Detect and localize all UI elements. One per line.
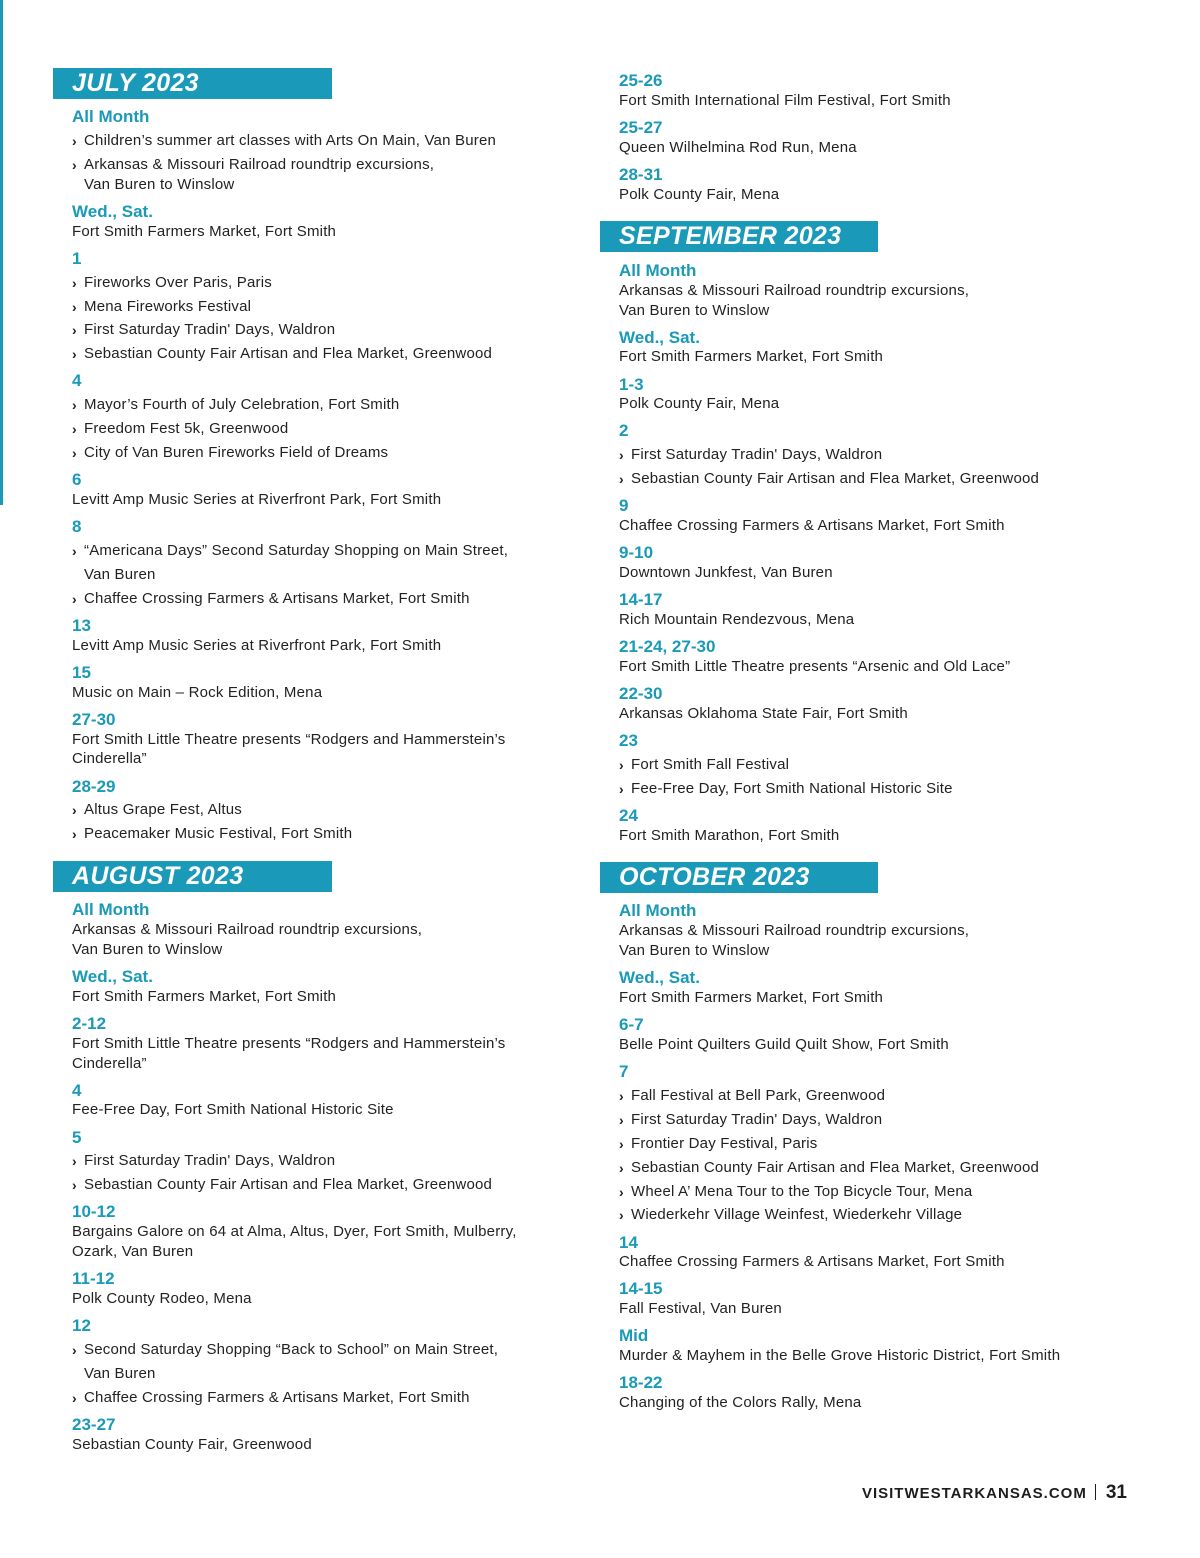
event-item: Rich Mountain Rendezvous, Mena — [619, 611, 855, 628]
event-item: › First Saturday Tradin' Days, Waldron — [619, 446, 883, 463]
event-date: 9 — [619, 496, 629, 515]
event-item: Chaffee Crossing Farmers & Artisans Market, Fort Smith — [619, 1253, 1005, 1270]
event-date: 14-15 — [619, 1279, 663, 1298]
event-item: Downtown Junkfest, Van Buren — [619, 564, 833, 581]
event-date: 18-22 — [619, 1373, 663, 1392]
chevron-right-icon: › — [619, 1112, 624, 1128]
event-item: › City of Van Buren Fireworks Field of Dreams — [72, 444, 389, 461]
event-date: 1-3 — [619, 375, 644, 394]
page-edge-accent — [0, 0, 3, 505]
event-item-continued: Van Buren — [84, 566, 156, 583]
chevron-right-icon: › — [72, 802, 77, 818]
event-date: 15 — [72, 663, 91, 682]
event-item: Queen Wilhelmina Rod Run, Mena — [619, 139, 857, 156]
event-item: › Fee-Free Day, Fort Smith National Historic Site — [619, 780, 953, 797]
event-item: › Arkansas & Missouri Railroad roundtrip excursions, — [72, 156, 435, 173]
page-footer — [862, 1483, 1127, 1504]
event-item-continued: Cinderella” — [72, 1055, 147, 1072]
event-item: Levitt Amp Music Series at Riverfront Park, Fort Smith — [72, 637, 442, 654]
event-item-continued: Van Buren to Winslow — [619, 302, 770, 319]
event-item: Fall Festival, Van Buren — [619, 1300, 782, 1317]
event-item: › Altus Grape Fest, Altus — [72, 801, 242, 818]
event-item: › First Saturday Tradin' Days, Waldron — [619, 1111, 883, 1128]
chevron-right-icon: › — [72, 275, 77, 291]
event-item-continued: Cinderella” — [72, 750, 147, 767]
chevron-right-icon: › — [72, 445, 77, 461]
event-date: 23-27 — [72, 1415, 116, 1434]
event-item: Fort Smith Little Theatre presents “Rodgers and Hammerstein’s — [72, 1035, 506, 1052]
chevron-right-icon: › — [72, 157, 77, 173]
event-date: 24 — [619, 806, 638, 825]
chevron-right-icon: › — [619, 781, 624, 797]
event-item: Arkansas & Missouri Railroad roundtrip excursions, — [619, 922, 970, 939]
event-item: Chaffee Crossing Farmers & Artisans Market, Fort Smith — [619, 517, 1005, 534]
event-date: 14-17 — [619, 590, 663, 609]
event-item: › Wiederkehr Village Weinfest, Wiederkehr Village — [619, 1206, 963, 1223]
event-item: › Second Saturday Shopping “Back to School” on Main Street, — [72, 1341, 499, 1358]
chevron-right-icon: › — [619, 1207, 624, 1223]
event-date: Wed., Sat. — [619, 968, 700, 987]
event-date: 12 — [72, 1316, 91, 1335]
event-date: 14 — [619, 1233, 638, 1252]
event-date: 11-12 — [72, 1269, 115, 1288]
chevron-right-icon: › — [72, 421, 77, 437]
event-item: › Sebastian County Fair Artisan and Flea Market, Greenwood — [72, 1176, 493, 1193]
chevron-right-icon: › — [72, 1153, 77, 1169]
event-item: Fort Smith Farmers Market, Fort Smith — [619, 348, 884, 365]
event-date: 28-29 — [72, 777, 116, 796]
event-date: 2-12 — [72, 1014, 107, 1033]
footer-divider — [1095, 1484, 1096, 1500]
month-header-october: OCTOBER 2023 — [600, 862, 878, 893]
event-date: 1 — [72, 249, 82, 268]
event-item: › Sebastian County Fair Artisan and Flea Market, Greenwood — [619, 470, 1040, 487]
event-date: 9-10 — [619, 543, 654, 562]
event-date: All Month — [72, 900, 150, 919]
event-item: › Mayor’s Fourth of July Celebration, Fort Smith — [72, 396, 400, 413]
chevron-right-icon: › — [619, 1160, 624, 1176]
chevron-right-icon: › — [72, 346, 77, 362]
event-item: Polk County Fair, Mena — [619, 395, 780, 412]
event-date: 25-27 — [619, 118, 663, 137]
event-item: Bargains Galore on 64 at Alma, Altus, Dyer, Fort Smith, Mulberry, — [72, 1223, 517, 1240]
event-date: 22-30 — [619, 684, 663, 703]
event-item: Murder & Mayhem in the Belle Grove Historic District, Fort Smith — [619, 1347, 1061, 1364]
event-item: › Children’s summer art classes with Arts On Main, Van Buren — [72, 132, 497, 149]
event-item: Arkansas Oklahoma State Fair, Fort Smith — [619, 705, 908, 722]
footer-website: VISITWESTARKANSAS.COM — [861, 1485, 1087, 1502]
event-item: Fort Smith Little Theatre presents “Arsenic and Old Lace” — [619, 658, 1011, 675]
event-item: Fort Smith Farmers Market, Fort Smith — [72, 223, 337, 240]
event-item: › Frontier Day Festival, Paris — [619, 1135, 818, 1152]
event-date: 2 — [619, 421, 629, 440]
chevron-right-icon: › — [72, 826, 77, 842]
event-item: Changing of the Colors Rally, Mena — [619, 1394, 862, 1411]
event-date: 21-24, 27-30 — [619, 637, 716, 656]
event-date: 13 — [72, 616, 91, 635]
chevron-right-icon: › — [72, 322, 77, 338]
event-date: 5 — [72, 1128, 82, 1147]
chevron-right-icon: › — [619, 471, 624, 487]
event-item: › Chaffee Crossing Farmers & Artisans Market, Fort Smith — [72, 1389, 470, 1406]
event-date: 23 — [619, 731, 638, 750]
event-item: Belle Point Quilters Guild Quilt Show, Fort Smith — [619, 1036, 949, 1053]
chevron-right-icon: › — [619, 757, 624, 773]
event-item: Polk County Rodeo, Mena — [72, 1290, 252, 1307]
event-date: 8 — [72, 517, 82, 536]
chevron-right-icon: › — [72, 397, 77, 413]
event-date: 10-12 — [72, 1202, 116, 1221]
event-item: › Freedom Fest 5k, Greenwood — [72, 420, 289, 437]
event-item: › First Saturday Tradin' Days, Waldron — [72, 321, 336, 338]
chevron-right-icon: › — [72, 299, 77, 315]
event-item: › Sebastian County Fair Artisan and Flea Market, Greenwood — [619, 1159, 1040, 1176]
event-item-continued: Van Buren to Winslow — [619, 942, 770, 959]
event-date: 7 — [619, 1062, 629, 1081]
chevron-right-icon: › — [72, 1390, 77, 1406]
chevron-right-icon: › — [72, 1342, 77, 1358]
event-item: Polk County Fair, Mena — [619, 186, 780, 203]
event-date: All Month — [619, 261, 697, 280]
event-date: Wed., Sat. — [72, 202, 153, 221]
event-date: 4 — [72, 1081, 82, 1100]
event-item: › “Americana Days” Second Saturday Shopping on Main Street, — [72, 542, 509, 559]
month-header-july: JULY 2023 — [53, 68, 332, 99]
event-item: Arkansas & Missouri Railroad roundtrip excursions, — [619, 282, 970, 299]
event-date: Mid — [619, 1326, 649, 1345]
event-date: Wed., Sat. — [619, 328, 700, 347]
event-item-continued: Van Buren to Winslow — [72, 941, 223, 958]
event-item-continued: Van Buren to Winslow — [84, 176, 235, 193]
event-item: Fort Smith Little Theatre presents “Rodgers and Hammerstein’s — [72, 731, 506, 748]
event-date: 6-7 — [619, 1015, 644, 1034]
event-item: Arkansas & Missouri Railroad roundtrip excursions, — [72, 921, 423, 938]
event-item: › Mena Fireworks Festival — [72, 298, 252, 315]
event-item: Music on Main – Rock Edition, Mena — [72, 684, 323, 701]
event-item: › Sebastian County Fair Artisan and Flea Market, Greenwood — [72, 345, 493, 362]
event-date: 4 — [72, 371, 82, 390]
event-date: All Month — [72, 107, 150, 126]
event-item: Fort Smith Farmers Market, Fort Smith — [619, 989, 884, 1006]
month-header-august: AUGUST 2023 — [53, 861, 332, 892]
event-item: › Fireworks Over Paris, Paris — [72, 274, 272, 291]
event-item-continued: Ozark, Van Buren — [72, 1243, 194, 1260]
event-item: Levitt Amp Music Series at Riverfront Park, Fort Smith — [72, 491, 442, 508]
event-item: › Wheel A’ Mena Tour to the Top Bicycle Tour, Mena — [619, 1183, 973, 1200]
event-item: Fort Smith Marathon, Fort Smith — [619, 827, 840, 844]
event-date: 28-31 — [619, 165, 663, 184]
event-date: 6 — [72, 470, 82, 489]
event-item: Fee-Free Day, Fort Smith National Historic Site — [72, 1101, 394, 1118]
page-number: 31 — [1105, 1482, 1127, 1503]
event-item: › Peacemaker Music Festival, Fort Smith — [72, 825, 353, 842]
event-item: Fort Smith Farmers Market, Fort Smith — [72, 988, 337, 1005]
event-item-continued: Van Buren — [84, 1365, 156, 1382]
chevron-right-icon: › — [619, 1088, 624, 1104]
event-date: All Month — [619, 901, 697, 920]
event-item: › Chaffee Crossing Farmers & Artisans Market, Fort Smith — [72, 590, 470, 607]
chevron-right-icon: › — [72, 1177, 77, 1193]
chevron-right-icon: › — [619, 1136, 624, 1152]
event-item: Fort Smith International Film Festival, Fort Smith — [619, 92, 951, 109]
chevron-right-icon: › — [619, 1184, 624, 1200]
month-header-september: SEPTEMBER 2023 — [600, 221, 878, 252]
event-item: › First Saturday Tradin' Days, Waldron — [72, 1152, 336, 1169]
event-date: 27-30 — [72, 710, 116, 729]
chevron-right-icon: › — [619, 447, 624, 463]
event-item: Sebastian County Fair, Greenwood — [72, 1436, 312, 1453]
chevron-right-icon: › — [72, 591, 77, 607]
event-item: › Fort Smith Fall Festival — [619, 756, 790, 773]
event-date: Wed., Sat. — [72, 967, 153, 986]
chevron-right-icon: › — [72, 133, 77, 149]
chevron-right-icon: › — [72, 543, 77, 559]
event-item: › Fall Festival at Bell Park, Greenwood — [619, 1087, 886, 1104]
event-date: 25-26 — [619, 71, 663, 90]
